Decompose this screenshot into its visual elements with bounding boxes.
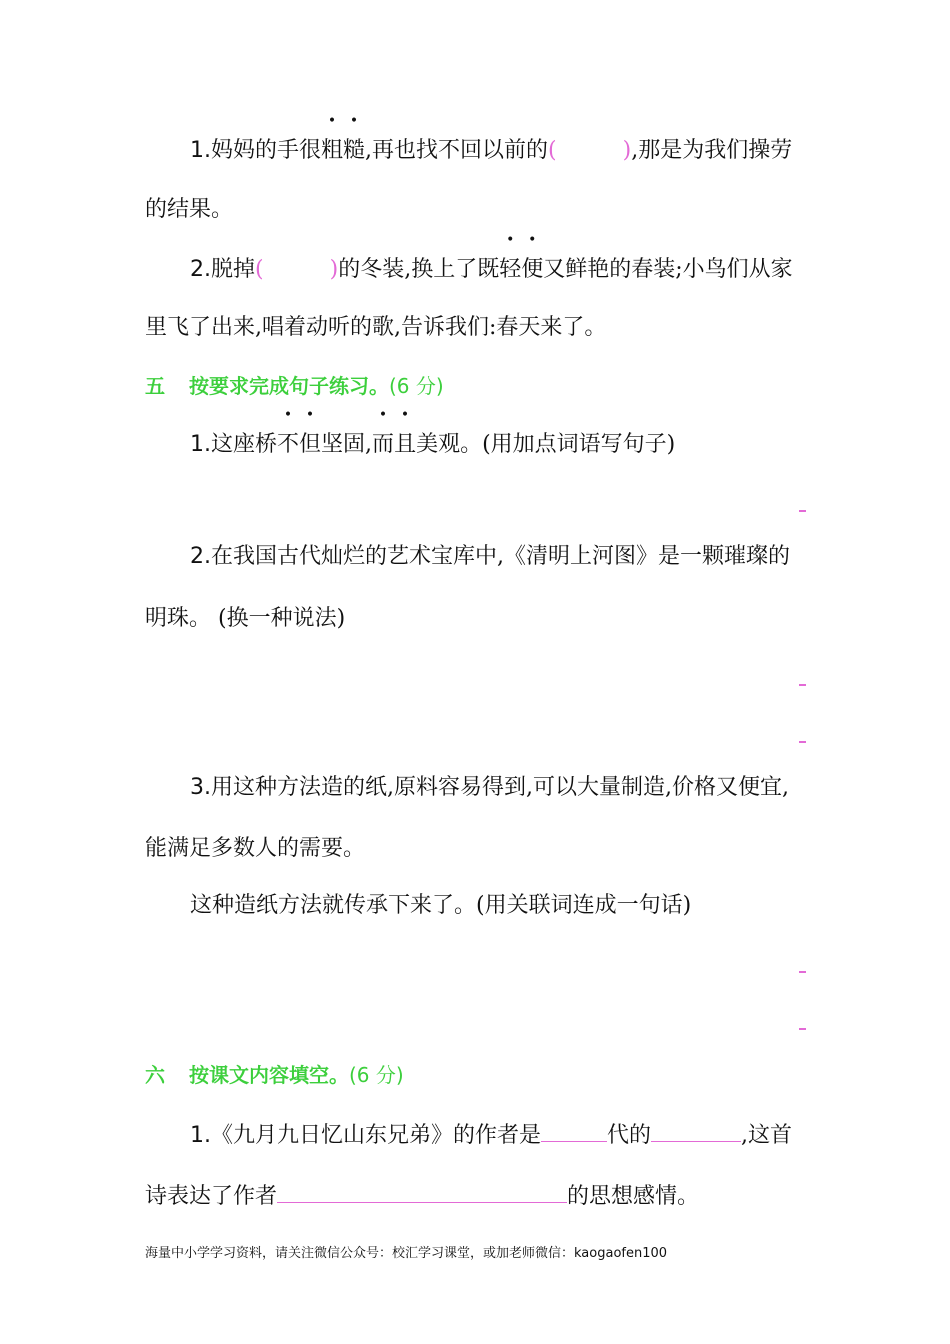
question-number: 2. <box>190 257 211 282</box>
q4-item2-line1 <box>190 255 793 285</box>
section-title: 按课文内容填空。 <box>189 1063 349 1087</box>
text: 又鲜艳的春装;小鸟们从家 <box>543 257 793 282</box>
text: 在我国古代灿烂的艺术宝库中,《清明上河图》是一颗璀璨的 <box>211 544 790 569</box>
s5-item3-line2: 能满足多数人的需要。 <box>145 836 366 861</box>
section-6-heading <box>145 1060 404 1090</box>
answer-line-mark[interactable] <box>799 741 806 743</box>
answer-line-mark[interactable] <box>799 971 806 973</box>
s5-item3-line1 <box>190 773 789 803</box>
text: ,那是为我们操劳 <box>631 138 793 163</box>
section-index: 六 <box>145 1063 165 1087</box>
q4-item1-line2: 的结果。 <box>145 197 234 222</box>
question-number: 1. <box>190 138 211 163</box>
dotted-char: 且 <box>394 432 417 457</box>
text: 坚固, <box>321 432 373 457</box>
text: 美观。(用加点词语写句子) <box>416 432 676 457</box>
answer-paren-close: ) <box>329 257 339 282</box>
fill-blank-author[interactable] <box>651 1117 741 1142</box>
text: ,再也找不回以前的 <box>365 138 549 163</box>
q4-item2-line2: 里飞了出来,唱着动听的歌,告诉我们:春天来了。 <box>145 315 607 340</box>
dotted-char: 便 <box>521 257 544 282</box>
text: ,这首 <box>741 1123 793 1148</box>
dotted-char: 糙 <box>343 138 366 163</box>
section-5-heading <box>145 371 444 401</box>
question-number: 3. <box>190 775 211 800</box>
answer-paren-close: ) <box>622 138 632 163</box>
dotted-char: 但 <box>299 432 322 457</box>
text: 的冬装,换上了既 <box>338 257 500 282</box>
text: 诗表达了作者 <box>145 1184 278 1209</box>
s5-item2-line1 <box>190 542 790 572</box>
text: 《九月九日忆山东兄弟》的作者是 <box>211 1123 542 1148</box>
section-title: 按要求完成句子练习。 <box>189 374 389 398</box>
section-score: (6 分) <box>389 374 444 398</box>
question-number: 1. <box>190 432 211 457</box>
question-number: 2. <box>190 544 211 569</box>
s5-item2-line2: 明珠。 (换一种说法) <box>145 606 346 631</box>
dotted-char: 不 <box>277 432 300 457</box>
section-index: 五 <box>145 374 165 398</box>
page-footer: 海量中小学学习资料，请关注微信公众号：校汇学习课堂，或加老师微信：kaogaofen100 <box>145 1246 668 1261</box>
answer-line-mark[interactable] <box>799 684 806 686</box>
s5-item3-line3: 这种造纸方法就传承下来了。(用关联词连成一句话) <box>190 893 692 918</box>
text: 这座桥 <box>211 432 278 457</box>
text: 代的 <box>607 1123 652 1148</box>
text: 用这种方法造的纸,原料容易得到,可以大量制造,价格又便宜, <box>211 775 789 800</box>
question-number: 1. <box>190 1123 211 1148</box>
text: 妈妈的手很 <box>211 138 322 163</box>
answer-paren-open: ( <box>255 257 264 282</box>
section-score: (6 分) <box>349 1063 404 1087</box>
fill-blank-feeling[interactable] <box>277 1178 567 1203</box>
s5-item1-line1 <box>190 430 675 460</box>
answer-paren-open: ( <box>548 138 557 163</box>
s6-item1-line1 <box>190 1117 792 1151</box>
text: 的思想感情。 <box>567 1184 700 1209</box>
q4-item1-line1 <box>190 136 792 166</box>
fill-blank-dynasty[interactable] <box>541 1117 607 1142</box>
text: 脱掉 <box>211 257 256 282</box>
dotted-char: 粗 <box>321 138 344 163</box>
answer-line-mark[interactable] <box>799 510 806 512</box>
dotted-char: 轻 <box>499 257 522 282</box>
dotted-char: 而 <box>372 432 395 457</box>
s6-item1-line2 <box>145 1178 699 1212</box>
answer-line-mark[interactable] <box>799 1028 806 1030</box>
